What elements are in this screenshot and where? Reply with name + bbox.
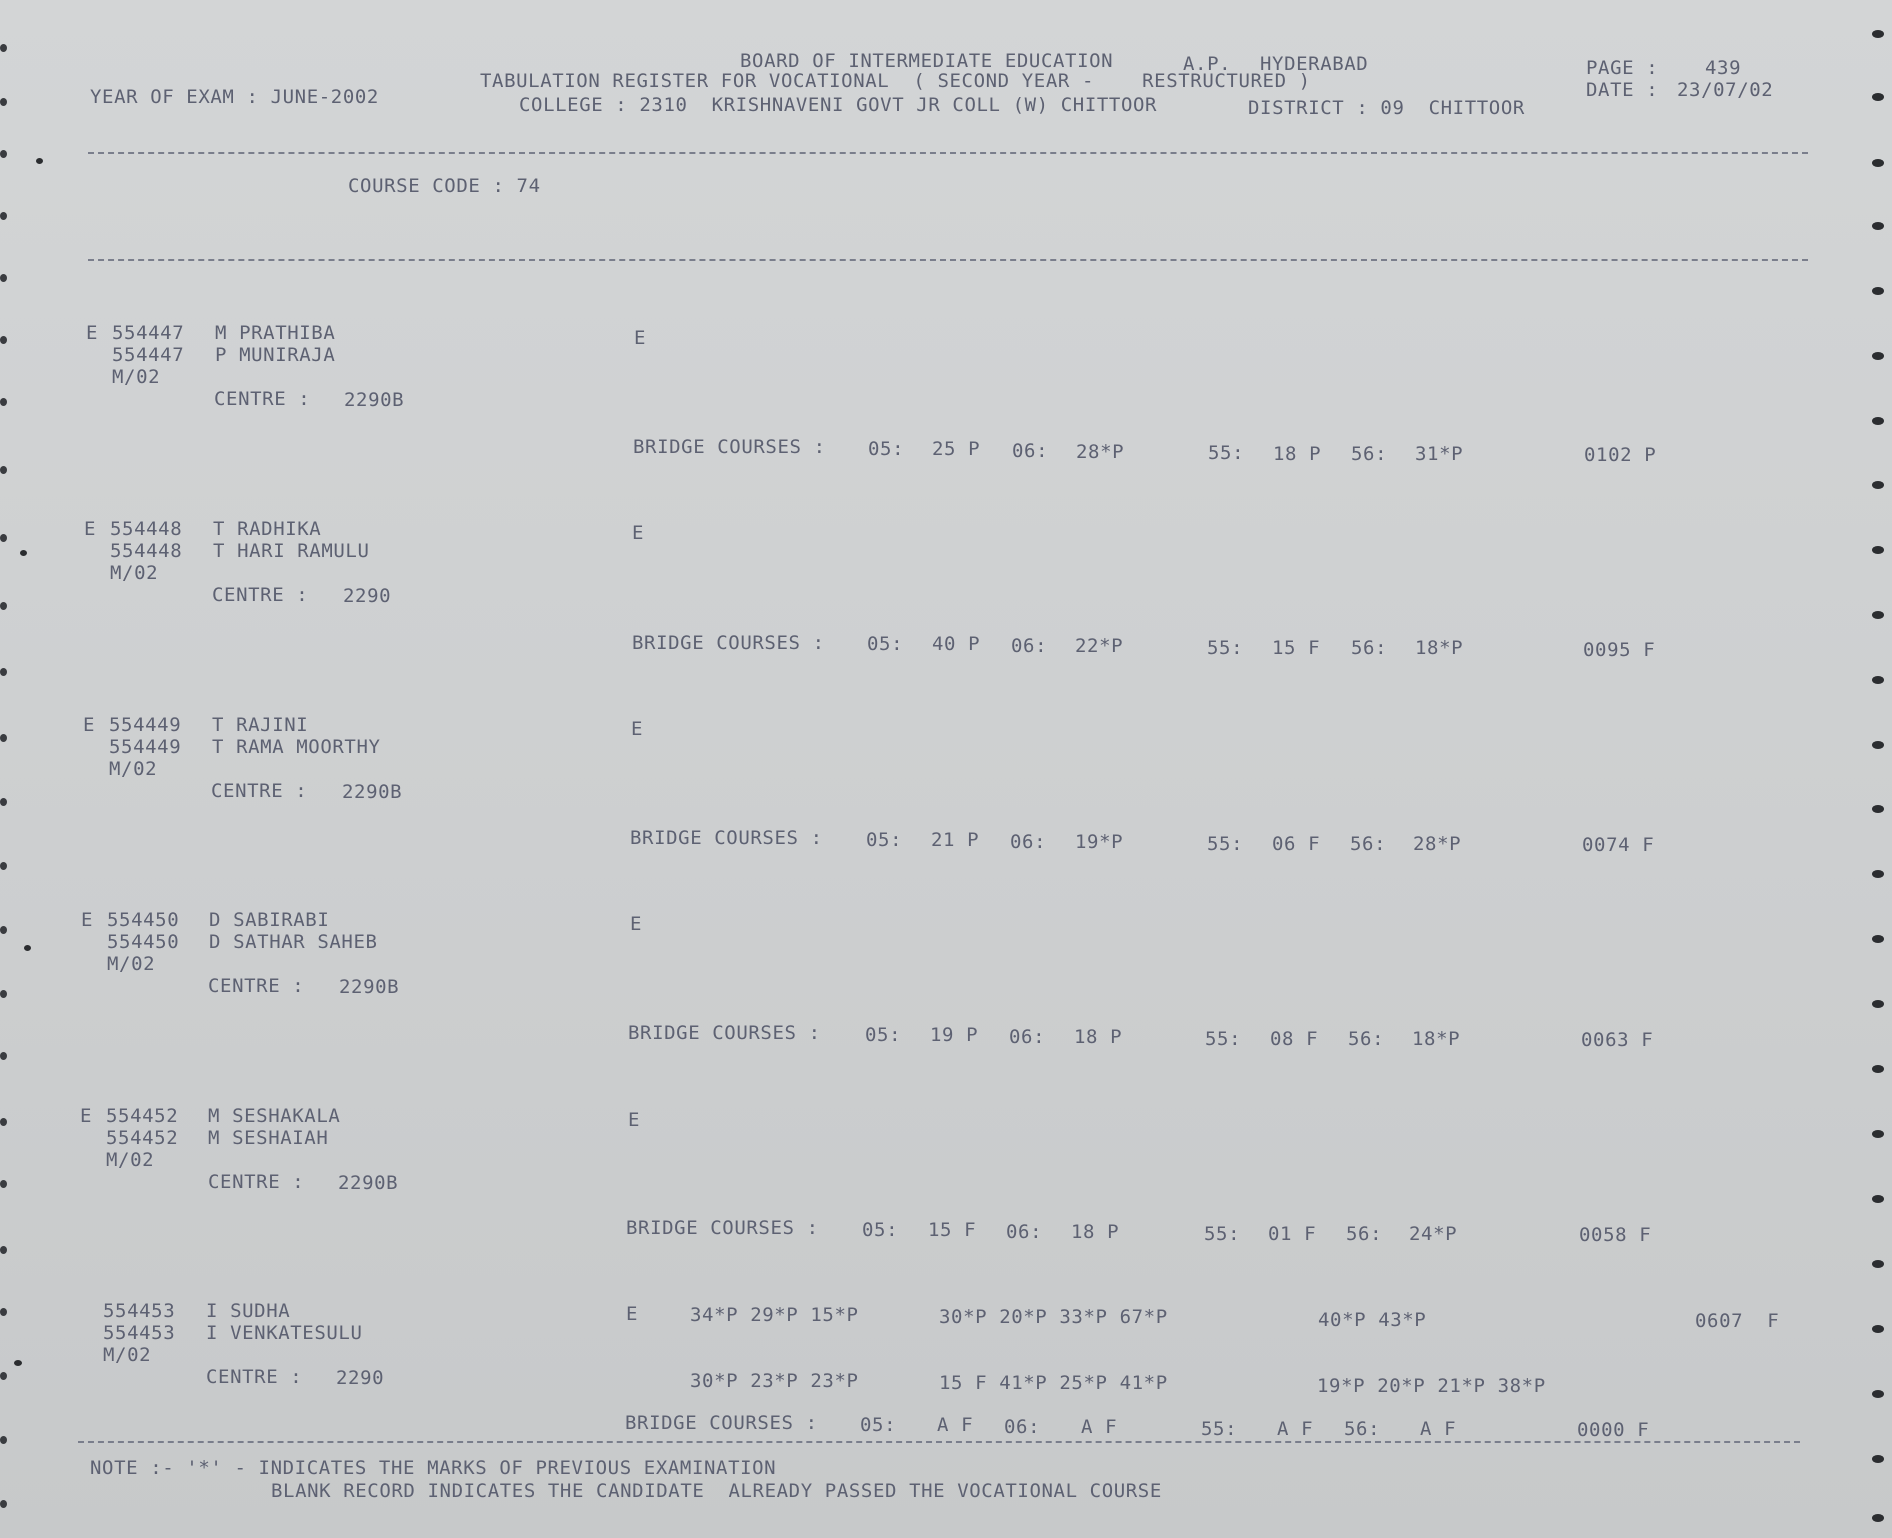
gender-month: M/02: [109, 758, 158, 780]
bridge-55-code: 55:: [1207, 637, 1244, 659]
gender-month: M/02: [106, 1149, 155, 1171]
bridge-label: BRIDGE COURSES :: [633, 436, 826, 458]
roll-number: 554447: [112, 322, 185, 344]
feed-hole-icon: [1872, 1130, 1884, 1138]
gender-month: M/02: [103, 1344, 152, 1366]
bridge-55-mark: A F: [1277, 1418, 1314, 1440]
bridge-05-mark: 25 P: [932, 438, 981, 460]
bridge-05-code: 05:: [862, 1219, 899, 1241]
bridge-55-code: 55:: [1204, 1223, 1241, 1245]
record-flag: E: [81, 909, 94, 931]
feed-hole-icon: [1872, 30, 1884, 38]
bridge-06-code: 06:: [1012, 440, 1049, 462]
grand-total: 0607 F: [1695, 1310, 1780, 1332]
roll-number: 554450: [107, 909, 180, 931]
feed-hole-icon: [1872, 1195, 1884, 1203]
roll-number-repeat: 554449: [109, 736, 182, 758]
bridge-05-mark: 40 P: [932, 633, 981, 655]
record-flag: E: [84, 518, 97, 540]
marks-row2-group3: 19*P 20*P 21*P 38*P: [1317, 1375, 1546, 1397]
date-label: DATE :: [1586, 79, 1659, 101]
exam-code: E: [631, 718, 644, 740]
candidate-name: T RADHIKA: [213, 518, 322, 540]
feed-hole-icon: [0, 990, 7, 998]
roll-number: 554453: [103, 1300, 176, 1322]
candidate-name: D SABIRABI: [209, 909, 330, 931]
bridge-56-code: 56:: [1346, 1223, 1383, 1245]
exam-code: E: [634, 327, 647, 349]
parent-name: D SATHAR SAHEB: [209, 931, 378, 953]
district-line: DISTRICT : 09 CHITTOOR: [1248, 97, 1525, 119]
feed-hole-icon: [0, 862, 7, 870]
bridge-05-mark: A F: [937, 1414, 974, 1436]
feed-hole-icon: [1872, 935, 1884, 943]
bridge-label: BRIDGE COURSES :: [630, 827, 823, 849]
centre-code: 2290: [336, 1367, 385, 1389]
record-total: 0095 F: [1583, 639, 1656, 661]
college-line: COLLEGE : 2310 KRISHNAVENI GOVT JR COLL (W) CHITTOOR: [519, 94, 1158, 116]
record-total: 0000 F: [1577, 1419, 1650, 1441]
divider-top: [88, 152, 1808, 154]
note-line-2: BLANK RECORD INDICATES THE CANDIDATE ALREADY PASSED THE VOCATIONAL COURSE: [271, 1480, 1162, 1502]
gender-month: M/02: [110, 562, 159, 584]
centre-label: CENTRE :: [214, 388, 311, 410]
board-title: BOARD OF INTERMEDIATE EDUCATION: [740, 50, 1114, 72]
bridge-56-code: 56:: [1344, 1418, 1381, 1440]
feed-hole-icon: [0, 1308, 7, 1316]
bridge-05-code: 05:: [868, 438, 905, 460]
feed-hole-icon: [0, 398, 7, 406]
year-of-exam: YEAR OF EXAM : JUNE-2002: [90, 86, 379, 108]
centre-label: CENTRE :: [208, 975, 305, 997]
feed-hole-icon: [1872, 93, 1884, 101]
bridge-05-mark: 19 P: [930, 1024, 979, 1046]
feed-hole-icon: [1872, 741, 1884, 749]
record-flag: E: [86, 322, 99, 344]
bridge-label: BRIDGE COURSES :: [632, 632, 825, 654]
exam-code: E: [632, 522, 645, 544]
punch-mark-icon: [20, 550, 27, 556]
bridge-56-mark: 18*P: [1412, 1028, 1461, 1050]
roll-number: 554448: [110, 518, 183, 540]
bridge-56-mark: 24*P: [1409, 1223, 1458, 1245]
candidate-name: T RAJINI: [212, 714, 309, 736]
roll-number: 554452: [106, 1105, 179, 1127]
bridge-55-code: 55:: [1201, 1418, 1238, 1440]
feed-hole-icon: [0, 798, 7, 806]
bridge-55-mark: 15 F: [1272, 637, 1321, 659]
bridge-55-mark: 01 F: [1268, 1223, 1317, 1245]
board-city: HYDERABAD: [1260, 53, 1369, 75]
bridge-55-mark: 08 F: [1270, 1028, 1319, 1050]
bridge-55-mark: 18 P: [1273, 443, 1322, 465]
bridge-06-code: 06:: [1011, 635, 1048, 657]
record-total: 0102 P: [1584, 444, 1657, 466]
roll-number-repeat: 554450: [107, 931, 180, 953]
feed-hole-icon: [0, 466, 7, 474]
exam-code: E: [626, 1303, 639, 1325]
bridge-56-mark: 28*P: [1413, 833, 1462, 855]
bridge-55-code: 55:: [1205, 1028, 1242, 1050]
feed-hole-icon: [0, 44, 7, 52]
candidate-name: M PRATHIBA: [215, 322, 336, 344]
record-total: 0058 F: [1579, 1224, 1652, 1246]
centre-label: CENTRE :: [206, 1366, 303, 1388]
feed-hole-icon: [1872, 611, 1884, 619]
feed-hole-icon: [0, 602, 7, 610]
centre-code: 2290B: [338, 1172, 399, 1194]
centre-label: CENTRE :: [212, 584, 309, 606]
bridge-06-mark: 22*P: [1075, 635, 1124, 657]
exam-code: E: [628, 1109, 641, 1131]
marks-row1-group3: 40*P 43*P: [1318, 1309, 1427, 1331]
feed-hole-icon: [0, 1436, 7, 1444]
roll-number-repeat: 554448: [110, 540, 183, 562]
bridge-56-code: 56:: [1351, 443, 1388, 465]
feed-hole-icon: [0, 926, 7, 934]
page-number: 439: [1705, 57, 1742, 79]
bridge-label: BRIDGE COURSES :: [625, 1412, 818, 1434]
feed-hole-icon: [0, 1180, 7, 1188]
bridge-05-mark: 15 F: [928, 1219, 977, 1241]
exam-code: E: [630, 913, 643, 935]
marks-row2-group1: 30*P 23*P 23*P: [690, 1370, 859, 1392]
bridge-56-mark: 18*P: [1415, 637, 1464, 659]
note-line-1: NOTE :- '*' - INDICATES THE MARKS OF PREVIOUS EXAMINATION: [90, 1457, 777, 1479]
feed-hole-icon: [0, 336, 7, 344]
feed-hole-icon: [1872, 676, 1884, 684]
bridge-56-mark: A F: [1420, 1418, 1457, 1440]
bridge-56-code: 56:: [1350, 833, 1387, 855]
board-state: A.P.: [1183, 53, 1232, 75]
punch-mark-icon: [14, 1360, 22, 1366]
bridge-06-code: 06:: [1010, 831, 1047, 853]
feed-hole-icon: [1872, 870, 1884, 878]
bridge-06-code: 06:: [1006, 1221, 1043, 1243]
record-flag: E: [83, 714, 96, 736]
record-total: 0074 F: [1582, 834, 1655, 856]
feed-hole-icon: [1872, 417, 1884, 425]
feed-hole-icon: [0, 1372, 7, 1380]
centre-label: CENTRE :: [208, 1171, 305, 1193]
roll-number-repeat: 554452: [106, 1127, 179, 1149]
bridge-55-code: 55:: [1208, 442, 1245, 464]
feed-hole-icon: [1872, 1065, 1884, 1073]
bridge-56-code: 56:: [1351, 637, 1388, 659]
punch-mark-icon: [24, 945, 31, 951]
feed-hole-icon: [1872, 352, 1884, 360]
feed-hole-icon: [1872, 481, 1884, 489]
parent-name: M SESHAIAH: [208, 1127, 329, 1149]
roll-number-repeat: 554453: [103, 1322, 176, 1344]
centre-code: 2290B: [339, 976, 400, 998]
marks-row1-group1: 34*P 29*P 15*P: [690, 1304, 859, 1326]
divider-bottom: [78, 1441, 1800, 1443]
divider-course: [88, 259, 1808, 261]
feed-hole-icon: [1872, 222, 1884, 230]
centre-label: CENTRE :: [211, 780, 308, 802]
bridge-05-code: 05:: [860, 1414, 897, 1436]
parent-name: T HARI RAMULU: [213, 540, 370, 562]
bridge-label: BRIDGE COURSES :: [626, 1217, 819, 1239]
centre-code: 2290B: [342, 781, 403, 803]
gender-month: M/02: [112, 366, 161, 388]
bridge-05-code: 05:: [866, 829, 903, 851]
register-title: TABULATION REGISTER FOR VOCATIONAL ( SECOND YEAR - RESTRUCTURED ): [480, 70, 1311, 92]
course-code: COURSE CODE : 74: [348, 175, 541, 197]
bridge-05-code: 05:: [865, 1024, 902, 1046]
record-flag: E: [80, 1105, 93, 1127]
gender-month: M/02: [107, 953, 156, 975]
bridge-05-code: 05:: [867, 633, 904, 655]
feed-hole-icon: [0, 1118, 7, 1126]
punch-mark-icon: [36, 158, 43, 164]
roll-number-repeat: 554447: [112, 344, 185, 366]
bridge-05-mark: 21 P: [931, 829, 980, 851]
bridge-06-mark: 28*P: [1076, 441, 1125, 463]
marks-row2-group2: 15 F 41*P 25*P 41*P: [939, 1372, 1168, 1394]
bridge-55-code: 55:: [1207, 833, 1244, 855]
bridge-06-mark: 18 P: [1074, 1026, 1123, 1048]
feed-hole-icon: [0, 1246, 7, 1254]
parent-name: I VENKATESULU: [206, 1322, 363, 1344]
feed-hole-icon: [1872, 1000, 1884, 1008]
feed-hole-icon: [1872, 1260, 1884, 1268]
bridge-56-code: 56:: [1348, 1028, 1385, 1050]
feed-hole-icon: [0, 1052, 7, 1060]
feed-hole-icon: [1872, 1455, 1884, 1463]
bridge-06-code: 06:: [1004, 1416, 1041, 1438]
roll-number: 554449: [109, 714, 182, 736]
bridge-56-mark: 31*P: [1415, 443, 1464, 465]
feed-hole-icon: [0, 98, 7, 106]
candidate-name: I SUDHA: [206, 1300, 291, 1322]
feed-hole-icon: [0, 734, 7, 742]
bridge-06-mark: 18 P: [1071, 1221, 1120, 1243]
feed-hole-icon: [0, 274, 7, 282]
feed-hole-icon: [0, 668, 7, 676]
parent-name: T RAMA MOORTHY: [212, 736, 381, 758]
bridge-06-mark: 19*P: [1075, 831, 1124, 853]
bridge-55-mark: 06 F: [1272, 833, 1321, 855]
feed-hole-icon: [1872, 1514, 1884, 1522]
feed-hole-icon: [1872, 1390, 1884, 1398]
feed-hole-icon: [1872, 546, 1884, 554]
feed-hole-icon: [0, 212, 7, 220]
feed-hole-icon: [0, 1500, 7, 1508]
date-value: 23/07/02: [1677, 79, 1774, 101]
bridge-label: BRIDGE COURSES :: [628, 1022, 821, 1044]
parent-name: P MUNIRAJA: [215, 344, 336, 366]
record-total: 0063 F: [1581, 1029, 1654, 1051]
feed-hole-icon: [1872, 159, 1884, 167]
candidate-name: M SESHAKALA: [208, 1105, 341, 1127]
feed-hole-icon: [0, 150, 7, 158]
marks-row1-group2: 30*P 20*P 33*P 67*P: [939, 1306, 1168, 1328]
feed-hole-icon: [1872, 805, 1884, 813]
feed-hole-icon: [1872, 1325, 1884, 1333]
bridge-06-code: 06:: [1009, 1026, 1046, 1048]
feed-hole-icon: [0, 534, 7, 542]
centre-code: 2290B: [344, 389, 405, 411]
bridge-06-mark: A F: [1081, 1416, 1118, 1438]
centre-code: 2290: [343, 585, 392, 607]
feed-hole-icon: [1872, 287, 1884, 295]
page-label: PAGE :: [1586, 57, 1659, 79]
